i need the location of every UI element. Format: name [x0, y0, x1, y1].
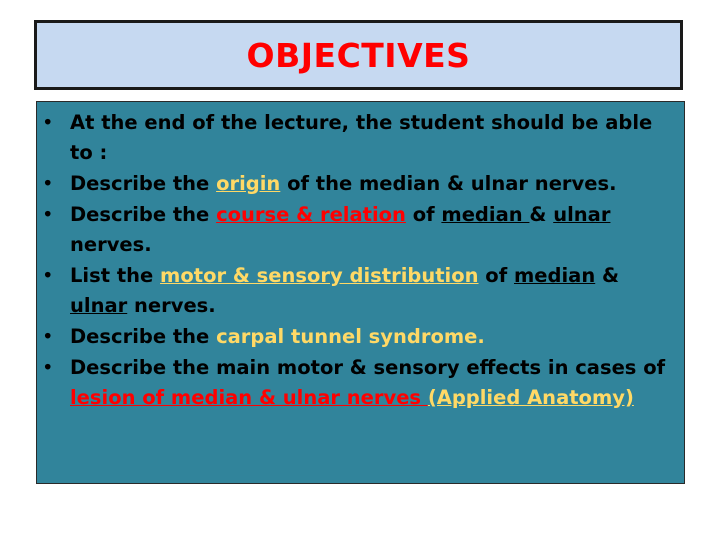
objective-text-segment: carpal tunnel syndrome.: [216, 325, 485, 348]
objective-text-segment: lesion of median & ulnar nerves: [70, 386, 428, 409]
objective-text-segment: At the end of the lecture, the student should be able to :: [70, 111, 653, 164]
objective-text-segment: &: [595, 264, 620, 287]
objective-text-segment: &: [529, 203, 554, 226]
objective-text-segment: Describe the: [70, 203, 217, 226]
objective-text-segment: origin: [216, 172, 281, 195]
objective-item: [42, 322, 670, 352]
objective-item: [42, 169, 670, 199]
objective-text-segment: Describe the: [70, 172, 217, 195]
objective-text-segment: motor & sensory distribution: [160, 264, 479, 287]
title-box: [34, 20, 683, 90]
bullet-dot: •: [42, 172, 54, 195]
objective-text-segment: nerves.: [127, 294, 216, 317]
objective-item: [42, 353, 670, 413]
objective-text-segment: ulnar: [70, 294, 128, 317]
objective-item: [42, 108, 670, 168]
bullet-dot: •: [42, 111, 54, 134]
bullet-dot: •: [42, 203, 54, 226]
objective-text-segment: of: [478, 264, 514, 287]
objective-text-segment: List the: [70, 264, 161, 287]
objective-item: [42, 261, 670, 321]
objective-text-segment: (Applied Anatomy): [427, 386, 634, 409]
objective-text-segment: Describe the main motor & sensory effects in cases of: [70, 356, 666, 379]
objective-text-segment: ulnar: [553, 203, 611, 226]
objectives-list: [42, 108, 670, 414]
objective-item: [42, 200, 670, 260]
objective-text-segment: Describe the: [70, 325, 217, 348]
objective-text-segment: nerves.: [70, 233, 152, 256]
objective-text-segment: of the median & ulnar nerves.: [280, 172, 617, 195]
objective-text-segment: course & relation: [216, 203, 406, 226]
objective-text-segment: of: [405, 203, 442, 226]
slide-title: OBJECTIVES: [246, 35, 471, 75]
bullet-dot: •: [42, 356, 54, 379]
bullet-dot: •: [42, 264, 54, 287]
objective-text-segment: median: [441, 203, 530, 226]
bullet-dot: •: [42, 325, 54, 348]
objective-text-segment: median: [513, 264, 596, 287]
